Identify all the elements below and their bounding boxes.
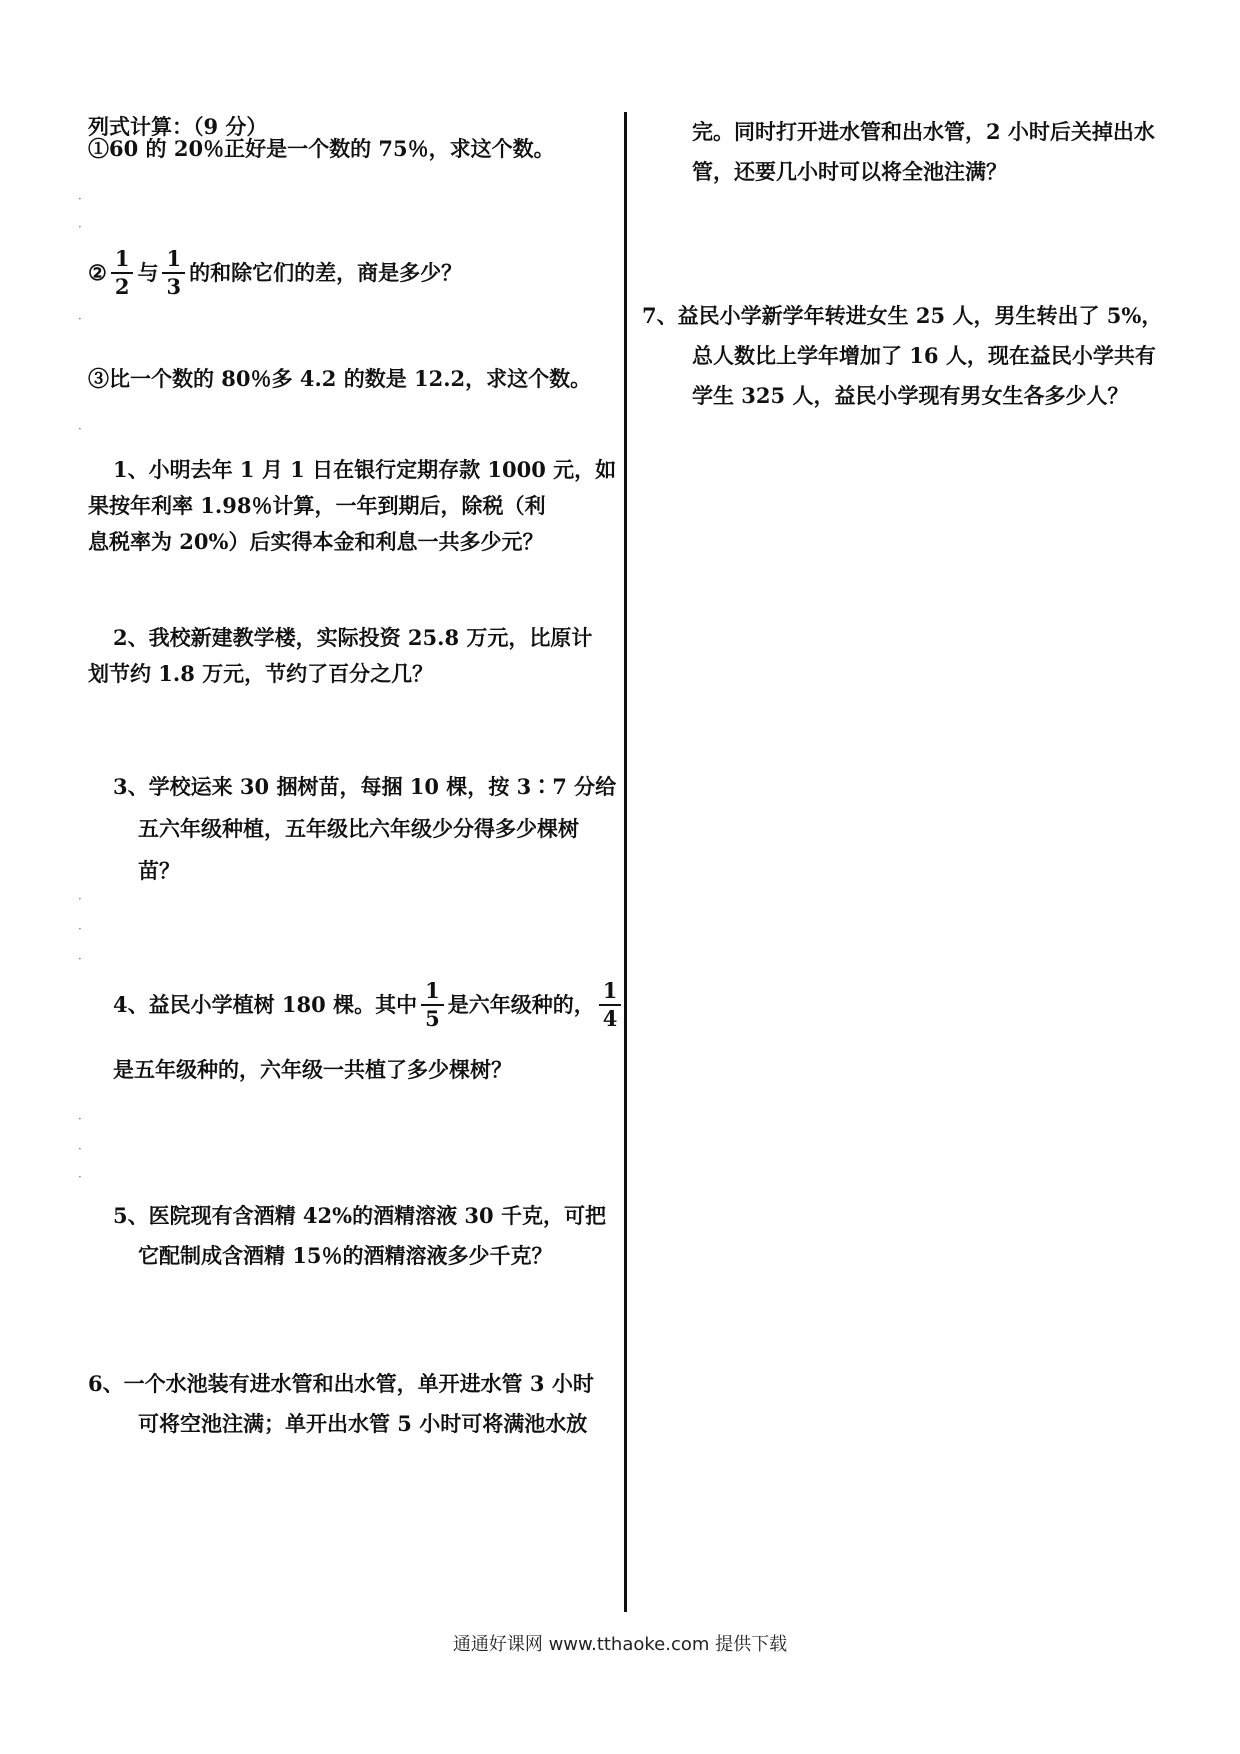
problem-5-line-1: 5、医院现有含酒精 42%的酒精溶液 30 千克，可把 <box>113 1203 606 1228</box>
fraction-one-third <box>162 246 185 300</box>
problem-3-line-1: 3、学校运来 30 捆树苗，每捆 10 棵，按 3∶7 分给 <box>113 774 617 799</box>
problem-6-line-1: 6、一个水池装有进水管和出水管，单开进水管 3 小时 <box>88 1371 594 1396</box>
problem-1-line-1: 1、小明去年 1 月 1 日在银行定期存款 1000 元，如 <box>113 457 617 482</box>
fraction-denominator: 5 <box>425 1006 440 1031</box>
problem-2-line-2: 划节约 1.8 万元，节约了百分之几？ <box>88 661 434 686</box>
problem-2-line-1: 2、我校新建教学楼，实际投资 25.8 万元，比原计 <box>113 625 593 650</box>
fraction-denominator: 2 <box>114 274 130 299</box>
calc-question-1: ①60 的 20％正好是一个数的 75％，求这个数。 <box>88 136 555 161</box>
stray-mark: · <box>78 922 82 936</box>
stray-mark: · <box>78 1142 82 1156</box>
problem-4 <box>88 978 618 1088</box>
problem-7-line-2: 总人数比上学年增加了 16 人，现在益民小学共有 <box>692 343 1156 368</box>
problem-3 <box>88 766 617 892</box>
problem-5-line-2: 它配制成含酒精 15％的酒精溶液多少千克？ <box>138 1243 553 1268</box>
problem-3-line-2: 五六年级种植，五年级比六年级少分得多少棵树 <box>138 816 579 841</box>
problem-6-line-4: 管，还要几小时可以将全池注满？ <box>692 159 1007 184</box>
stray-mark: · <box>78 1170 82 1184</box>
stray-mark: · <box>78 1112 82 1126</box>
stray-mark: · <box>78 952 82 966</box>
q2-prefix: ② <box>88 260 107 285</box>
problem-7 <box>642 296 1162 416</box>
stray-mark: · <box>78 192 82 206</box>
problem-5 <box>88 1196 608 1276</box>
problem-1-line-3: 息税率为 20%）后实得本金和利息一共多少元？ <box>88 529 544 554</box>
problem-6 <box>88 1364 608 1444</box>
q2-suffix: 的和除它们的差，商是多少？ <box>189 260 463 285</box>
problem-7-line-1: 7、益民小学新学年转进女生 25 人，男生转出了 5%， <box>642 303 1163 328</box>
problem-1-line-2: 果按年利率 1.98％计算，一年到期后，除税（利 <box>88 493 546 518</box>
fraction-denominator: 3 <box>166 274 182 299</box>
calc-question-2 <box>88 246 462 300</box>
footer-source: 通通好课网 www.tthaoke.com 提供下载 <box>452 1634 788 1655</box>
fraction-one-half <box>111 246 134 300</box>
problem-6-continued <box>642 112 1162 192</box>
problem-4-prefix: 4、益民小学植树 180 棵。其中 <box>113 992 418 1017</box>
section-title: 列式计算：（9 分） <box>88 114 268 139</box>
fraction-one-quarter <box>599 978 622 1032</box>
fraction-one-fifth <box>421 978 444 1032</box>
problem-4-line-2: 是五年级种的，六年级一共植了多少棵树？ <box>113 1057 512 1082</box>
problem-2 <box>88 620 608 692</box>
problem-6-line-2: 可将空池注满；单开出水管 5 小时可将满池水放 <box>138 1411 588 1436</box>
problem-4-line-1 <box>88 978 618 1032</box>
stray-mark: · <box>78 422 82 436</box>
problem-7-line-3: 学生 325 人，益民小学现有男女生各多少人？ <box>692 383 1129 408</box>
fraction-denominator: 4 <box>602 1006 618 1031</box>
fraction-numerator: 1 <box>162 246 185 274</box>
stray-mark: · <box>78 312 82 326</box>
stray-mark: · <box>78 220 82 234</box>
fraction-numerator: 1 <box>421 978 444 1006</box>
fraction-numerator: 1 <box>111 246 134 274</box>
problem-6-line-3: 完。同时打开进水管和出水管，2 小时后关掉出水 <box>692 119 1155 144</box>
problem-4-middle: 是六年级种的， <box>447 992 595 1017</box>
q2-middle: 与 <box>137 260 159 285</box>
problem-3-line-3: 苗？ <box>138 858 180 883</box>
column-divider <box>624 112 627 1612</box>
fraction-numerator: 1 <box>599 978 622 1006</box>
calc-question-3: ③比一个数的 80％多 4.2 的数是 12.2，求这个数。 <box>88 366 592 391</box>
stray-mark: · <box>78 892 82 906</box>
problem-1 <box>88 452 617 560</box>
